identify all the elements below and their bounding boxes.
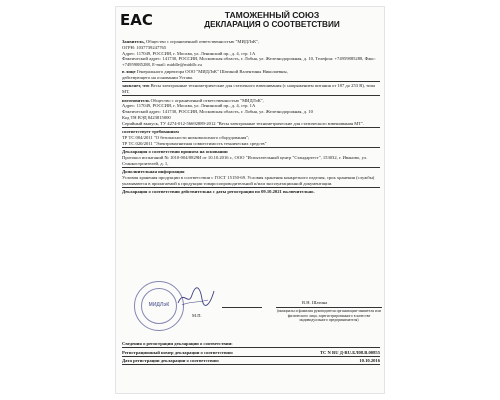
representative-text: Генерального директора ООО "МИДЛэК" Шатиной Валентины Николаевны, (136, 68, 288, 74)
registration-date-row (122, 358, 380, 365)
registration-block (122, 341, 380, 367)
representative-basis: действующего на основании Устава. (122, 74, 194, 80)
registration-number-row (122, 350, 380, 357)
eac-mark: ЕАС (120, 11, 153, 29)
product-text: Весы электронные технометрические для статичного взвешивания (с напряжением питания от 187 до 253 В), типа МТ, (122, 83, 376, 95)
manufacturer-block (122, 98, 380, 128)
validity-date: 09.10.2021 (261, 189, 282, 195)
declaration-document (115, 6, 385, 394)
applicant-address: Адрес: 117049, РОССИЯ, г. Москва, ул. Ленинский пр., д. 4, стр. 1А (122, 50, 256, 56)
declaration-title: ДЕКЛАРАЦИЯ О СООТВЕТСТВИИ (204, 20, 340, 29)
registration-info-label: Сведения о регистрации декларации о соответствии: (122, 341, 233, 346)
requirement-item: ТР ТС 004/2011 "О безопасности низковольтного оборудования"; (122, 135, 250, 141)
additional-block (122, 169, 380, 188)
stamp-place-label: М.П. (192, 313, 202, 318)
applicant-ogrn: ОГРН: 1037739247765 (122, 44, 167, 50)
validity-suffix: включительно. (282, 189, 315, 195)
additional-text: Условия хранения продукции в соответствии с ГОСТ 15150-69. Условия хранения конкретного изделия, срок хранения (службы) указываются в прилагаемой к продукции товаросопроводительной и/или эксплуатационной документации. (122, 175, 375, 186)
tn-ved-code: Код ТН ВЭД 8423815000 (122, 114, 171, 120)
applicant-actual-address: Фактический адрес: 141730, РОССИЯ, Московская область, г. Лобня, ул. Железнодорожная, д. 10, Телефон: +74959885288, Факс: +74959885288, E-mail: middle@middlc.ru (122, 56, 376, 68)
signature-line (222, 307, 262, 308)
document-header (160, 11, 384, 29)
registration-info-row (122, 341, 380, 348)
manufacturer-label: изготовитель (122, 97, 150, 103)
manufacturer-address: Адрес: 117049, РОССИЯ, г. Москва, ул. Ленинский пр., д. 4, стр. 1А (122, 103, 256, 109)
validity-text: Декларация о соответствии действительна с даты регистрации по (122, 189, 260, 195)
declares-block (122, 83, 380, 96)
requirements-block (122, 129, 380, 148)
signer-note: (инициалы и фамилия руководителя организации-заявителя или физического лица, зарегистрированного в качестве индивидуального предпринимателя) (277, 309, 381, 323)
representative-block (122, 69, 380, 82)
applicant-name: Общество с ограниченной ответственностью "МИДЛэК", (145, 39, 260, 44)
signature-scribble (176, 285, 216, 309)
basis-label: Декларация о соответствии принята на основании (122, 149, 228, 155)
registration-date-label: Дата регистрации декларации о соответствии: (122, 358, 220, 363)
serial-info: Серийный выпуск, ТУ 4274-012-56692889-2012 "Весы электронные технометрические для статического взвешивания МТ". (122, 120, 365, 126)
signer-name: В.Н. Шатина (302, 300, 328, 305)
manufacturer-actual-address: Фактический адрес: 141730, РОССИЯ, Московская область, г. Лобня, ул. Железнодорожная, д. 10 (122, 109, 313, 115)
stamp-center-text: МИДЛэК (148, 302, 170, 308)
applicant-block (122, 39, 380, 68)
registration-number-label: Регистрационный номер декларации о соответствии: (122, 349, 234, 355)
signer-name-line (276, 307, 382, 308)
union-title: ТАМОЖЕННЫЙ СОЮЗ (224, 10, 320, 20)
basis-block (122, 149, 380, 168)
registration-number: ТС N RU Д-RU.БЛ08.В.00855 (319, 349, 380, 355)
basis-text: Протокол испытаний № 1010-004/0829И от 10.10.2016 г., ООО "Испытательный центр "Стандартест", 153032, г. Иваново, ул. Станкостроителей, д. 1, (122, 155, 368, 166)
manufacturer-name: Общество с ограниченной ответственностью "МИДЛэК", (150, 97, 264, 103)
requirement-item: ТР ТС 020/2011 "Электромагнитная совместимость технических средств" (122, 140, 267, 146)
registration-date: 10.10.2016 (359, 358, 380, 363)
applicant-label: Заявитель, (122, 39, 145, 44)
document-body (122, 39, 380, 196)
validity-block (122, 189, 380, 195)
representative-label: в лице (122, 68, 136, 74)
declares-label: заявляет, что (122, 83, 150, 89)
requirements-label: соответствует требованиям (122, 129, 179, 135)
additional-label: Дополнительная информация (122, 169, 185, 175)
